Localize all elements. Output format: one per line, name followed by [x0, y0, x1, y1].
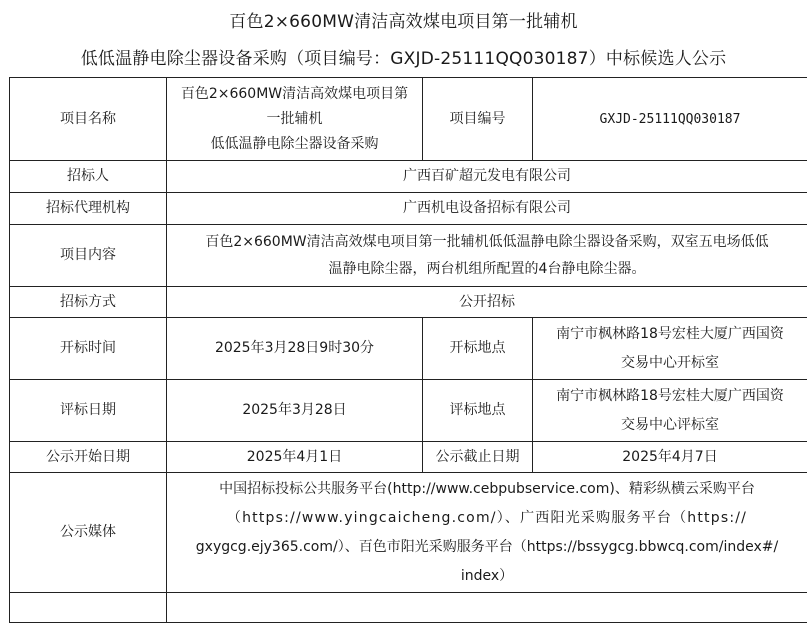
eval-place-value-line-2: 交易中心评标室	[537, 411, 803, 440]
eval-place-value	[533, 380, 807, 442]
project-number-value: GXJD-25111QQ030187	[533, 78, 807, 161]
agency-label: 招标代理机构	[10, 193, 167, 225]
content-value-line-2: 温静电除尘器，两台机组所配置的4台静电除尘器。	[171, 256, 803, 283]
page-title-line-2: 低低温静电除尘器设备采购（项目编号：GXJD-25111QQ030187）中标候选人公示	[0, 41, 807, 77]
table-row-publication	[10, 442, 807, 473]
table-row-agency	[10, 193, 807, 225]
project-name-label: 项目名称	[10, 78, 167, 161]
opening-place-value-line-1: 南宁市枫林路18号宏桂大厦广西国资	[537, 320, 803, 349]
table-row-project-name	[10, 78, 807, 161]
page-title-line-1: 百色2×660MW清洁高效煤电项目第一批辅机	[0, 4, 807, 40]
pub-start-label: 公示开始日期	[10, 442, 167, 473]
media-value-line-2: （https://www.yingcaicheng.com/）、广西阳光采购服务平台（https://	[171, 504, 803, 533]
table-row-tenderer	[10, 161, 807, 193]
table-row-evaluation	[10, 380, 807, 442]
method-value: 公开招标	[167, 287, 807, 318]
table-row-opening	[10, 318, 807, 380]
project-name-value-line-3: 低低温静电除尘器设备采购	[171, 132, 418, 157]
project-name-value-line-1: 百色2×660MW清洁高效煤电项目第	[171, 82, 418, 107]
media-label: 公示媒体	[10, 473, 167, 593]
eval-date-value: 2025年3月28日	[167, 380, 423, 442]
pub-end-label: 公示截止日期	[423, 442, 533, 473]
notice-table	[9, 77, 807, 623]
opening-time-label: 开标时间	[10, 318, 167, 380]
content-value	[167, 225, 807, 287]
content-value-line-1: 百色2×660MW清洁高效煤电项目第一批辅机低低温静电除尘器设备采购，双室五电场低低	[171, 229, 803, 256]
media-value-line-3: gxygcg.ejy365.com/）、百色市阳光采购服务平台（https://bssygcg.bbwcq.com/index#/	[171, 533, 803, 562]
partial-row-cell-2	[167, 593, 807, 623]
eval-place-label: 评标地点	[423, 380, 533, 442]
media-value-line-4: index）	[171, 562, 803, 591]
opening-place-value	[533, 318, 807, 380]
partial-row-cell-1	[10, 593, 167, 623]
media-value-line-1: 中国招标投标公共服务平台(http://www.cebpubservice.com)、精彩纵横云采购平台	[171, 475, 803, 504]
content-label: 项目内容	[10, 225, 167, 287]
table-row-content	[10, 225, 807, 287]
method-label: 招标方式	[10, 287, 167, 318]
project-name-value-line-2: 一批辅机	[171, 107, 418, 132]
agency-value: 广西机电设备招标有限公司	[167, 193, 807, 225]
opening-time-value: 2025年3月28日9时30分	[167, 318, 423, 380]
media-value	[167, 473, 807, 593]
table-row-media	[10, 473, 807, 593]
tenderer-label: 招标人	[10, 161, 167, 193]
project-name-value	[167, 78, 423, 161]
tenderer-value: 广西百矿超元发电有限公司	[167, 161, 807, 193]
pub-end-value: 2025年4月7日	[533, 442, 807, 473]
eval-place-value-line-1: 南宁市枫林路18号宏桂大厦广西国资	[537, 382, 803, 411]
opening-place-value-line-2: 交易中心开标室	[537, 349, 803, 378]
table-row-partial	[10, 593, 807, 623]
project-number-label: 项目编号	[423, 78, 533, 161]
pub-start-value: 2025年4月1日	[167, 442, 423, 473]
opening-place-label: 开标地点	[423, 318, 533, 380]
eval-date-label: 评标日期	[10, 380, 167, 442]
table-row-method	[10, 287, 807, 318]
